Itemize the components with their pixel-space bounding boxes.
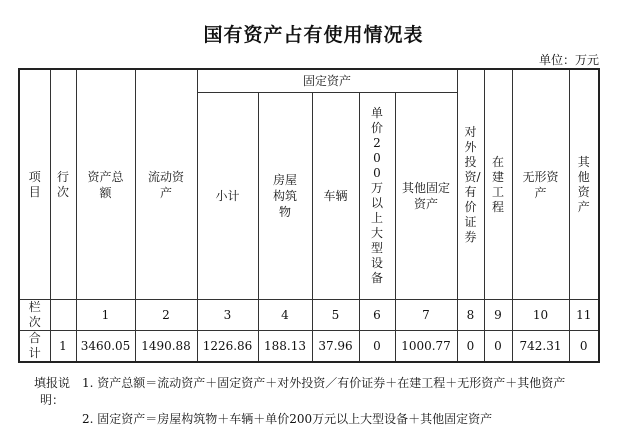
total-value-cell: 0: [569, 331, 599, 363]
header-row-no: 行次: [50, 69, 76, 300]
total-value-cell: 1490.88: [135, 331, 197, 363]
total-row-no: 1: [50, 331, 76, 363]
column-number-row: [19, 300, 599, 331]
total-value-cell: 3460.05: [76, 331, 135, 363]
total-value-cell: 742.31: [512, 331, 569, 363]
header-row-group: [19, 69, 599, 93]
total-row: [19, 331, 599, 363]
header-other-assets: 其他资产: [569, 69, 599, 300]
total-value-cell: 0: [359, 331, 395, 363]
column-number-cell: 9: [484, 300, 512, 331]
header-buildings: 房屋构筑物: [258, 93, 312, 300]
notes-label: 填报说明：: [33, 376, 70, 407]
header-investments: 对外投资/有价证券: [457, 69, 484, 300]
header-vehicles: 车辆: [312, 93, 359, 300]
header-fixed-assets-group: 固定资产: [197, 69, 457, 93]
total-label: 合计: [19, 331, 50, 363]
column-number-cell: 3: [197, 300, 258, 331]
header-large-equipment: 单价200万以上大型设备: [359, 93, 395, 300]
header-item: 项目: [19, 69, 50, 300]
total-value-cell: 37.96: [312, 331, 359, 363]
total-value-cell: 1226.86: [197, 331, 258, 363]
column-number-cell: 7: [395, 300, 457, 331]
total-value-cell: 0: [484, 331, 512, 363]
note-line-2: 2. 固定资产＝房屋构筑物＋车辆＋单价200万元以上大型设备＋其他固定资产: [82, 412, 493, 426]
column-number-cell: 2: [135, 300, 197, 331]
column-number-cell: 10: [512, 300, 569, 331]
header-subtotal: 小计: [197, 93, 258, 300]
column-number-blank: [50, 300, 76, 331]
total-value-cell: 1000.77: [395, 331, 457, 363]
column-number-cell: 4: [258, 300, 312, 331]
total-value-cell: 188.13: [258, 331, 312, 363]
header-total-assets: 资产总额: [76, 69, 135, 300]
column-number-cell: 5: [312, 300, 359, 331]
column-number-cell: 1: [76, 300, 135, 331]
column-number-cell: 6: [359, 300, 395, 331]
header-current-assets: 流动资产: [135, 69, 197, 300]
asset-table: [18, 68, 600, 363]
header-construction: 在建工程: [484, 69, 512, 300]
note-line-1: 1. 资产总额＝流动资产＋固定资产＋对外投资／有价证券＋在建工程＋无形资产＋其他资产: [82, 376, 566, 390]
column-number-cell: 11: [569, 300, 599, 331]
unit-label: 单位：万元: [538, 53, 599, 67]
column-number-cell: 8: [457, 300, 484, 331]
column-number-label: 栏次: [19, 300, 50, 331]
page-title: 国有资产占有使用情况表: [203, 24, 424, 46]
header-other-fixed: 其他固定资产: [395, 93, 457, 300]
header-intangible: 无形资产: [512, 69, 569, 300]
total-value-cell: 0: [457, 331, 484, 363]
